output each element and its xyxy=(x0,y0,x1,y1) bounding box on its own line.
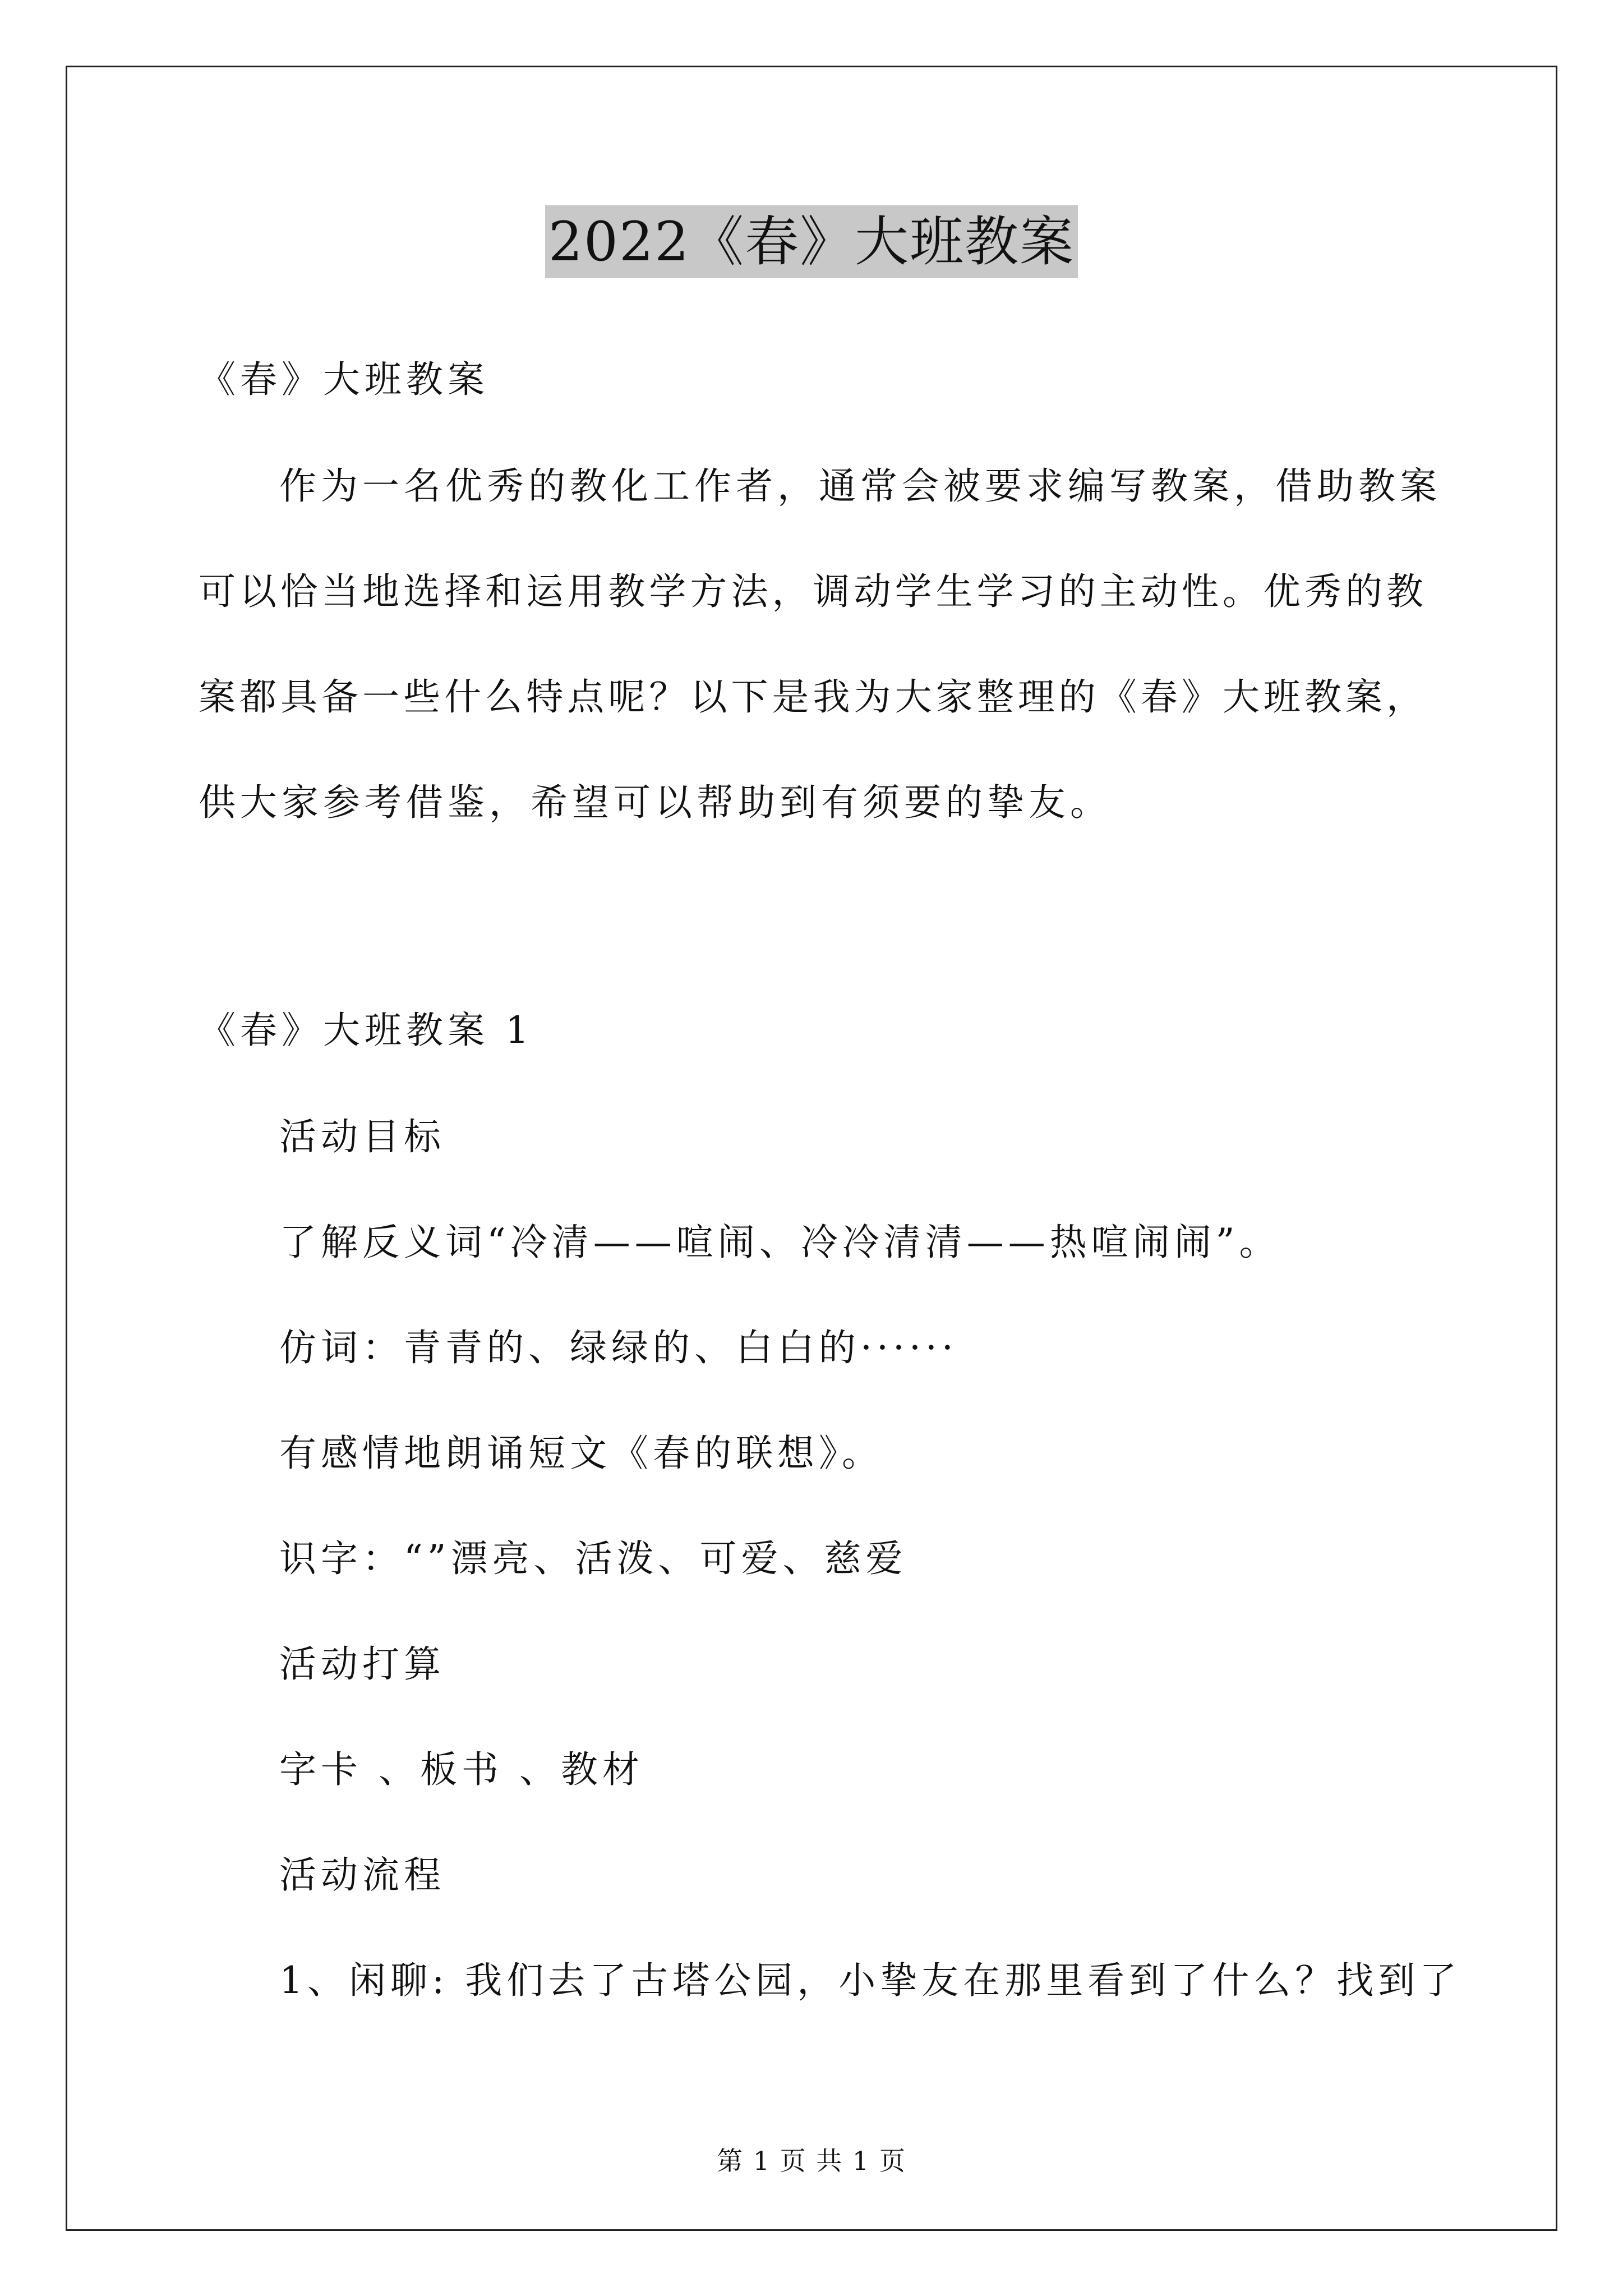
goal-item-3: 有感情地朗诵短文《春的联想》。 xyxy=(279,1432,883,1475)
intro-line-4: 供大家参考借鉴，希望可以帮助到有须要的挚友。 xyxy=(199,781,1112,824)
goal-item-2: 仿词：青青的、绿绿的、白白的······ xyxy=(279,1326,958,1369)
intro-line-2: 可以恰当地选择和运用教学方法，调动学生学习的主动性。优秀的教 xyxy=(199,570,1427,613)
goal-item-4: 识字：“”漂亮、活泼、可爱、慈爱 xyxy=(279,1537,907,1580)
prep-heading: 活动打算 xyxy=(279,1642,445,1686)
process-step-1: 1、闲聊: 我们去了古塔公园，小挚友在那里看到了什么？找到了 xyxy=(279,1959,1461,2002)
goal-heading: 活动目标 xyxy=(279,1115,445,1158)
process-heading: 活动流程 xyxy=(279,1853,445,1897)
document-title: 2022《春》大班教案 xyxy=(545,205,1078,278)
title-wrapper xyxy=(0,205,1623,278)
goal-item-1: 了解反义词“冷清——喧闹、冷冷清清——热喧闹闹”。 xyxy=(279,1221,1281,1264)
intro-line-3: 案都具备一些什么特点呢？以下是我为大家整理的《春》大班教案， xyxy=(199,675,1427,719)
subtitle: 《春》大班教案 xyxy=(199,358,489,401)
page-footer: 第 1 页 共 1 页 xyxy=(717,2146,906,2176)
section-heading: 《春》大班教案 1 xyxy=(199,1009,533,1052)
prep-items: 字卡 、板书 、教材 xyxy=(279,1748,644,1791)
intro-line-1: 作为一名优秀的教化工作者，通常会被要求编写教案，借助教案 xyxy=(279,464,1441,508)
